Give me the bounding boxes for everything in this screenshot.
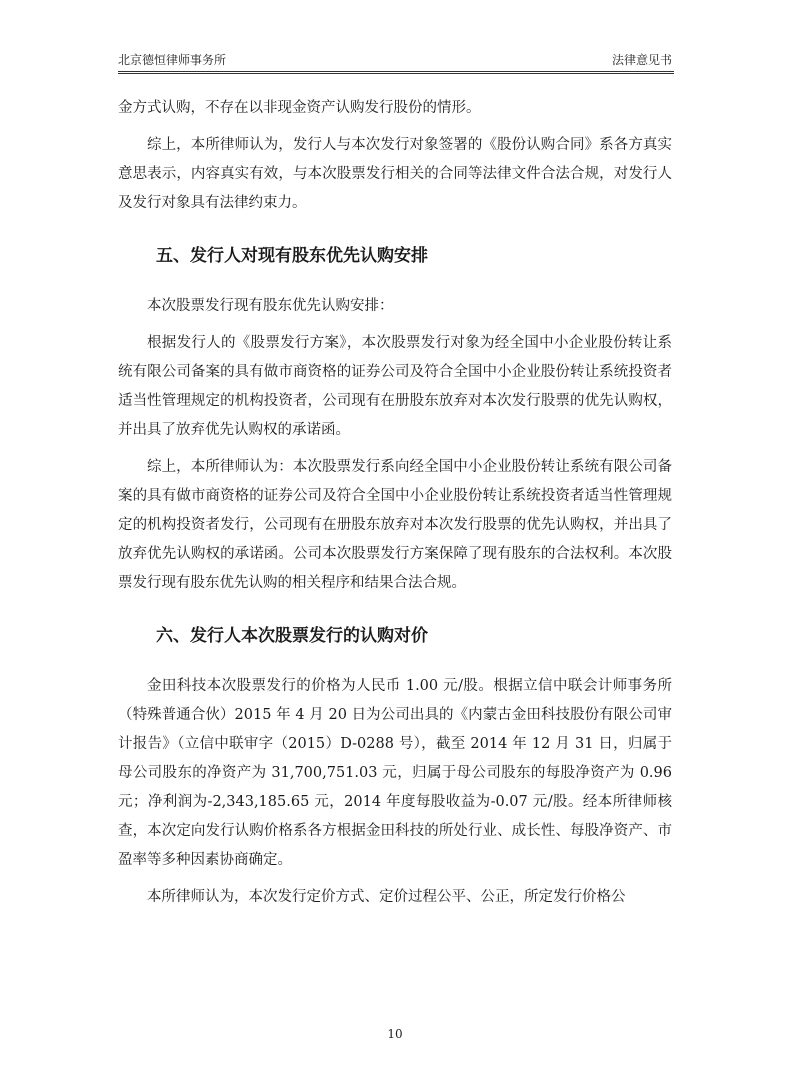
header-firm-name: 北京德恒律师事务所 (118, 53, 227, 67)
paragraph-pricing-opinion: 本所律师认为，本次发行定价方式、定价过程公平、公正，所定发行价格公 (147, 889, 626, 905)
page-number: 10 (387, 1027, 403, 1041)
paragraph-payment-method: 金方式认购，不存在以非现金资产认购发行股份的情形。 (118, 100, 481, 116)
document-body (118, 94, 672, 912)
header-rule-bottom (118, 73, 674, 74)
header-document-type: 法律意见书 (611, 53, 672, 67)
paragraph-priority-conclusion: 综上，本所律师认为：本次股票发行系向经全国中小企业股份转让系统有限公司备案的具有做市商资格的证券公司及符合全国中小企业股份转让系统投资者适当性管理规定的机构投资者发行，公司现有在册股东放弃对本次发行股票的优先认购权，并出具了放弃优先认购权的承诺函。公司本次股票发行方案保障了现有股东的合法权利。本次股票发行现有股东优先认购的相关程序和结果合法合规。 (118, 459, 672, 591)
section-heading-5: 五、发行人对现有股东优先认购安排 (156, 246, 428, 266)
paragraph-subscription-price: 金田科技本次股票发行的价格为人民币 1.00 元/股。根据立信中联会计师事务所（特殊普通合伙）2015 年 4 月 20 日为公司出具的《内蒙古金田科技股份有限公司审计报告》（立信中联审字（2015）D-0288 号），截至 2014 年 12 月 31 日，归属于母公司股东的净资产为 31,700,751.03 元，归属于母公司股东的每股净资产为 0.96 元；净利润为-2,343,185.65 元，2014 年度每股收益为-0.07 元/股。经本所律师核查，本次定向发行认购价格系各方根据金田科技的所处行业、成长性、每股净资产、市盈率等多种因素协商确定。 (118, 678, 672, 868)
paragraph-issuance-plan: 根据发行人的《股票发行方案》，本次股票发行对象为经全国中小企业股份转让系统有限公司备案的具有做市商资格的证券公司及符合全国中小企业股份转让系统投资者适当性管理规定的机构投资者，公司现有在册股东放弃对本次发行股票的优先认购权，并出具了放弃优先认购权的承诺函。 (118, 335, 672, 438)
paragraph-priority-arrangement: 本次股票发行现有股东优先认购安排： (147, 298, 394, 314)
header-rule-top (118, 71, 674, 72)
page-header (118, 52, 674, 72)
section-heading-6: 六、发行人本次股票发行的认购对价 (156, 626, 428, 646)
paragraph-contract-conclusion: 综上，本所律师认为，发行人与本次发行对象签署的《股份认购合同》系各方真实意思表示，内容真实有效，与本次股票发行相关的合同等法律文件合法合规，对发行人及发行对象具有法律约束力。 (118, 137, 672, 211)
